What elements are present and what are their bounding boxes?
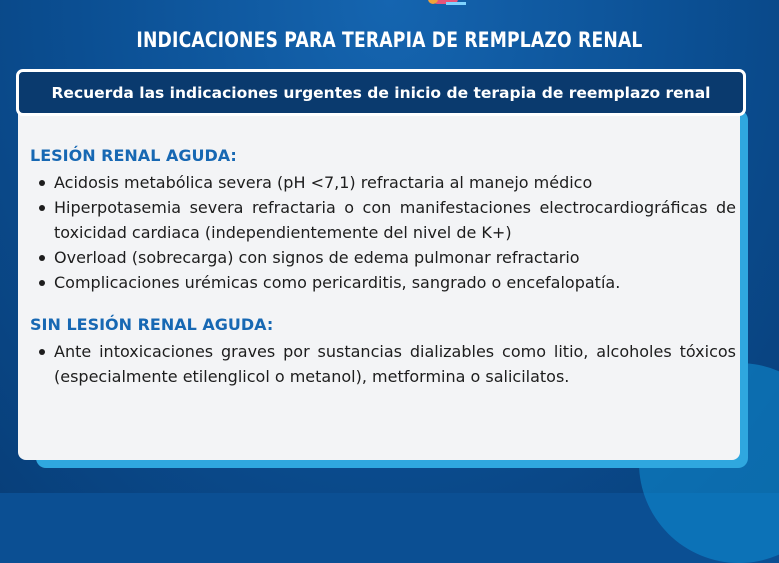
content-area [30, 145, 736, 389]
top-decoration-icon [428, 0, 466, 8]
list-item: Overload (sobrecarga) con signos de edema pulmonar refractario [54, 245, 736, 270]
section-heading-no-aki: SIN LESIÓN RENAL AGUDA: [30, 315, 274, 334]
list-item: Ante intoxicaciones graves por sustancias dializables como litio, alcoholes tóxicos (especialmente etilenglicol o metanol), metformina o salicilatos. [54, 339, 736, 389]
page-title: INDICACIONES PARA TERAPIA DE REMPLAZO RENAL [136, 28, 643, 52]
no-aki-list [30, 339, 736, 389]
aki-list [30, 170, 736, 295]
section-heading-aki: LESIÓN RENAL AGUDA: [30, 146, 237, 165]
list-item: Complicaciones urémicas como pericarditis, sangrado o encefalopatía. [54, 270, 736, 295]
reminder-banner [16, 69, 746, 116]
list-item: Acidosis metabólica severa (pH <7,1) refractaria al manejo médico [54, 170, 736, 195]
reminder-banner-text: Recuerda las indicaciones urgentes de inicio de terapia de reemplazo renal [51, 83, 711, 102]
list-item: Hiperpotasemia severa refractaria o con manifestaciones electrocardiográficas de toxicidad cardiaca (independientemente del nivel de K+) [54, 195, 736, 245]
